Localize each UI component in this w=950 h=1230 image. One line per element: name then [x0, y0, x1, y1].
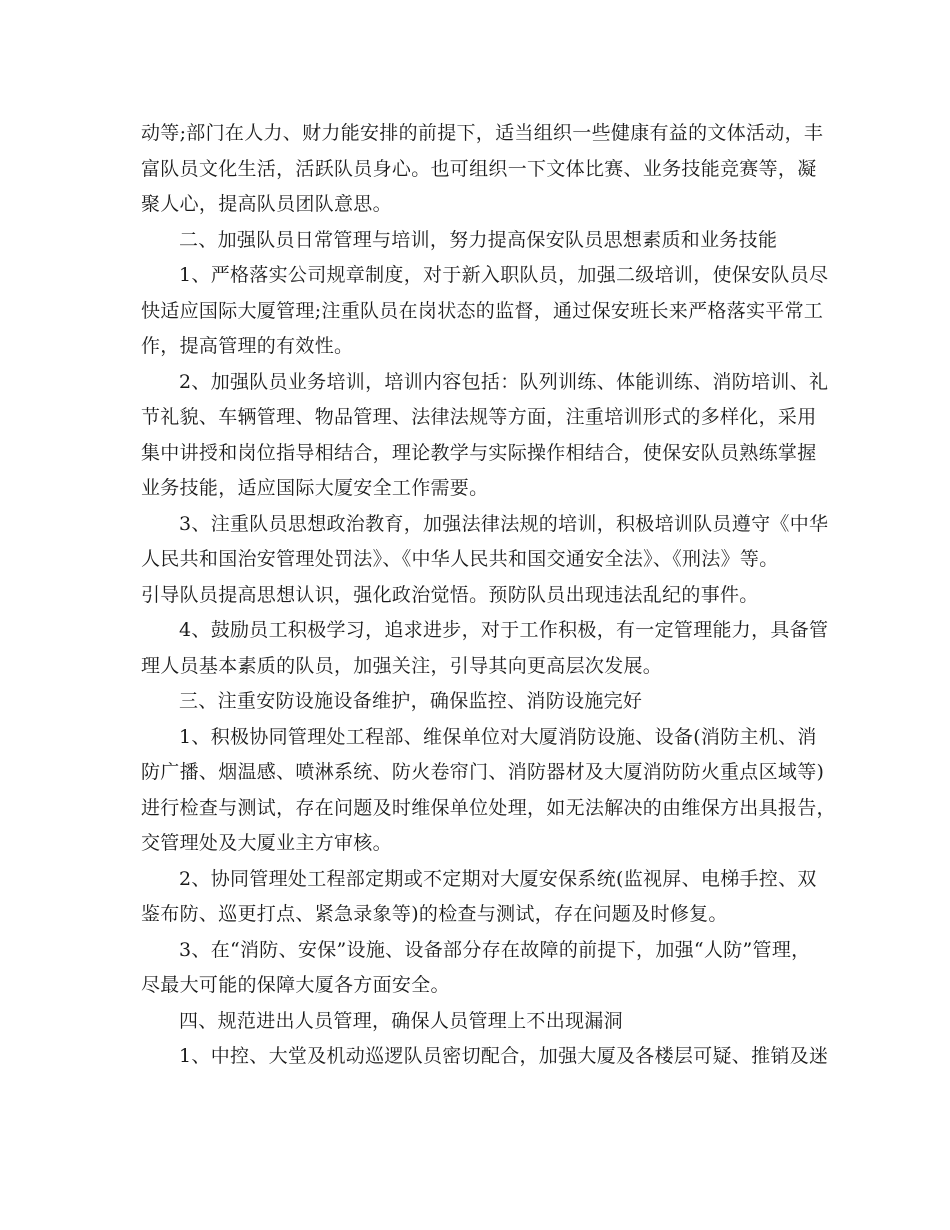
paragraph-line: 富队员文化生活，活跃队员身心。也可组织一下文体比赛、业务技能竞赛等，凝 [141, 157, 817, 180]
paragraph-line: 二、加强队员日常管理与培训，努力提高保安队员思想素质和业务技能 [179, 228, 778, 251]
paragraph-line: 3、在“消防、安保”设施、设备部分存在故障的前提下，加强“人防”管理， [179, 938, 811, 961]
paragraph [141, 933, 811, 1004]
document-body [141, 116, 836, 1075]
paragraph-line: 3、注重队员思想政治教育，加强法律法规的培训，积极培训队员遵守《中华 [179, 512, 829, 535]
paragraph-line: 引导队员提高思想认识，强化政治觉悟。预防队员出现违法乱纪的事件。 [141, 583, 759, 606]
paragraph-line: 四、规范进出人员管理，确保人员管理上不出现漏洞 [179, 1009, 623, 1032]
paragraph-line: 作，提高管理的有效性。 [141, 335, 354, 357]
paragraph-line: 2、协同管理处工程部定期或不定期对大厦安保系统(监视屏、电梯手控、双 [179, 867, 817, 890]
paragraph [141, 720, 836, 862]
paragraph-line: 人民共和国治安管理处罚法》、《中华人民共和国交通安全法》、《刑法》等。 [141, 548, 779, 570]
paragraph-line: 聚人心，提高队员团队意思。 [141, 193, 392, 215]
paragraph [141, 507, 829, 614]
paragraph-line: 三、注重安防设施设备维护，确保监控、消防设施完好 [179, 690, 643, 712]
paragraph-line: 集中讲授和岗位指导相结合，理论教学与实际操作相结合，使保安队员熟练掌握 [141, 441, 817, 464]
paragraph [141, 613, 829, 684]
paragraph [141, 258, 829, 365]
paragraph [141, 116, 824, 223]
paragraph [141, 1039, 829, 1075]
paragraph [141, 684, 801, 720]
paragraph [141, 365, 829, 507]
paragraph-line: 1、中控、大堂及机动巡逻队员密切配合，加强大厦及各楼层可疑、推销及迷 [179, 1045, 829, 1067]
paragraph [141, 1004, 801, 1040]
paragraph-line: 1、积极协同管理处工程部、维保单位对大厦消防设施、设备(消防主机、消 [179, 725, 817, 748]
paragraph-line: 理人员基本素质的队员，加强关注，引导其向更高层次发展。 [141, 654, 663, 677]
paragraph-line: 防广播、烟温感、喷淋系统、防火卷帘门、消防器材及大厦消防防火重点区域等) [141, 761, 825, 783]
paragraph-line: 2、加强队员业务培训，培训内容包括：队列训练、体能训练、消防培训、礼 [179, 370, 829, 393]
paragraph-line: 尽最大可能的保障大厦各方面安全。 [141, 974, 450, 996]
paragraph [141, 862, 817, 933]
paragraph-line: 节礼貌、车辆管理、物品管理、法律法规等方面，注重培训形式的多样化，采用 [141, 406, 817, 428]
paragraph-line: 业务技能，适应国际大厦安全工作需要。 [141, 477, 489, 499]
paragraph-line: 进行检查与测试，存在问题及时维保单位处理，如无法解决的由维保方出具报告， [141, 796, 836, 819]
paragraph-line: 动等;部门在人力、财力能安排的前提下，适当组织一些健康有益的文体活动，丰 [141, 122, 824, 144]
paragraph-line: 快适应国际大厦管理;注重队员在岗状态的监督，通过保安班长来严格落实平常工 [141, 299, 824, 322]
paragraph-line: 交管理处及大厦业主方审核。 [141, 832, 392, 854]
paragraph-line: 4、鼓励员工积极学习，追求进步，对于工作积极，有一定管理能力，具备管 [179, 619, 829, 641]
paragraph-line: 鉴布防、巡更打点、紧急录象等)的检查与测试，存在问题及时修复。 [141, 903, 728, 925]
paragraph-line: 1、严格落实公司规章制度，对于新入职队员，加强二级培训，使保安队员尽 [179, 264, 829, 286]
paragraph [141, 223, 801, 259]
